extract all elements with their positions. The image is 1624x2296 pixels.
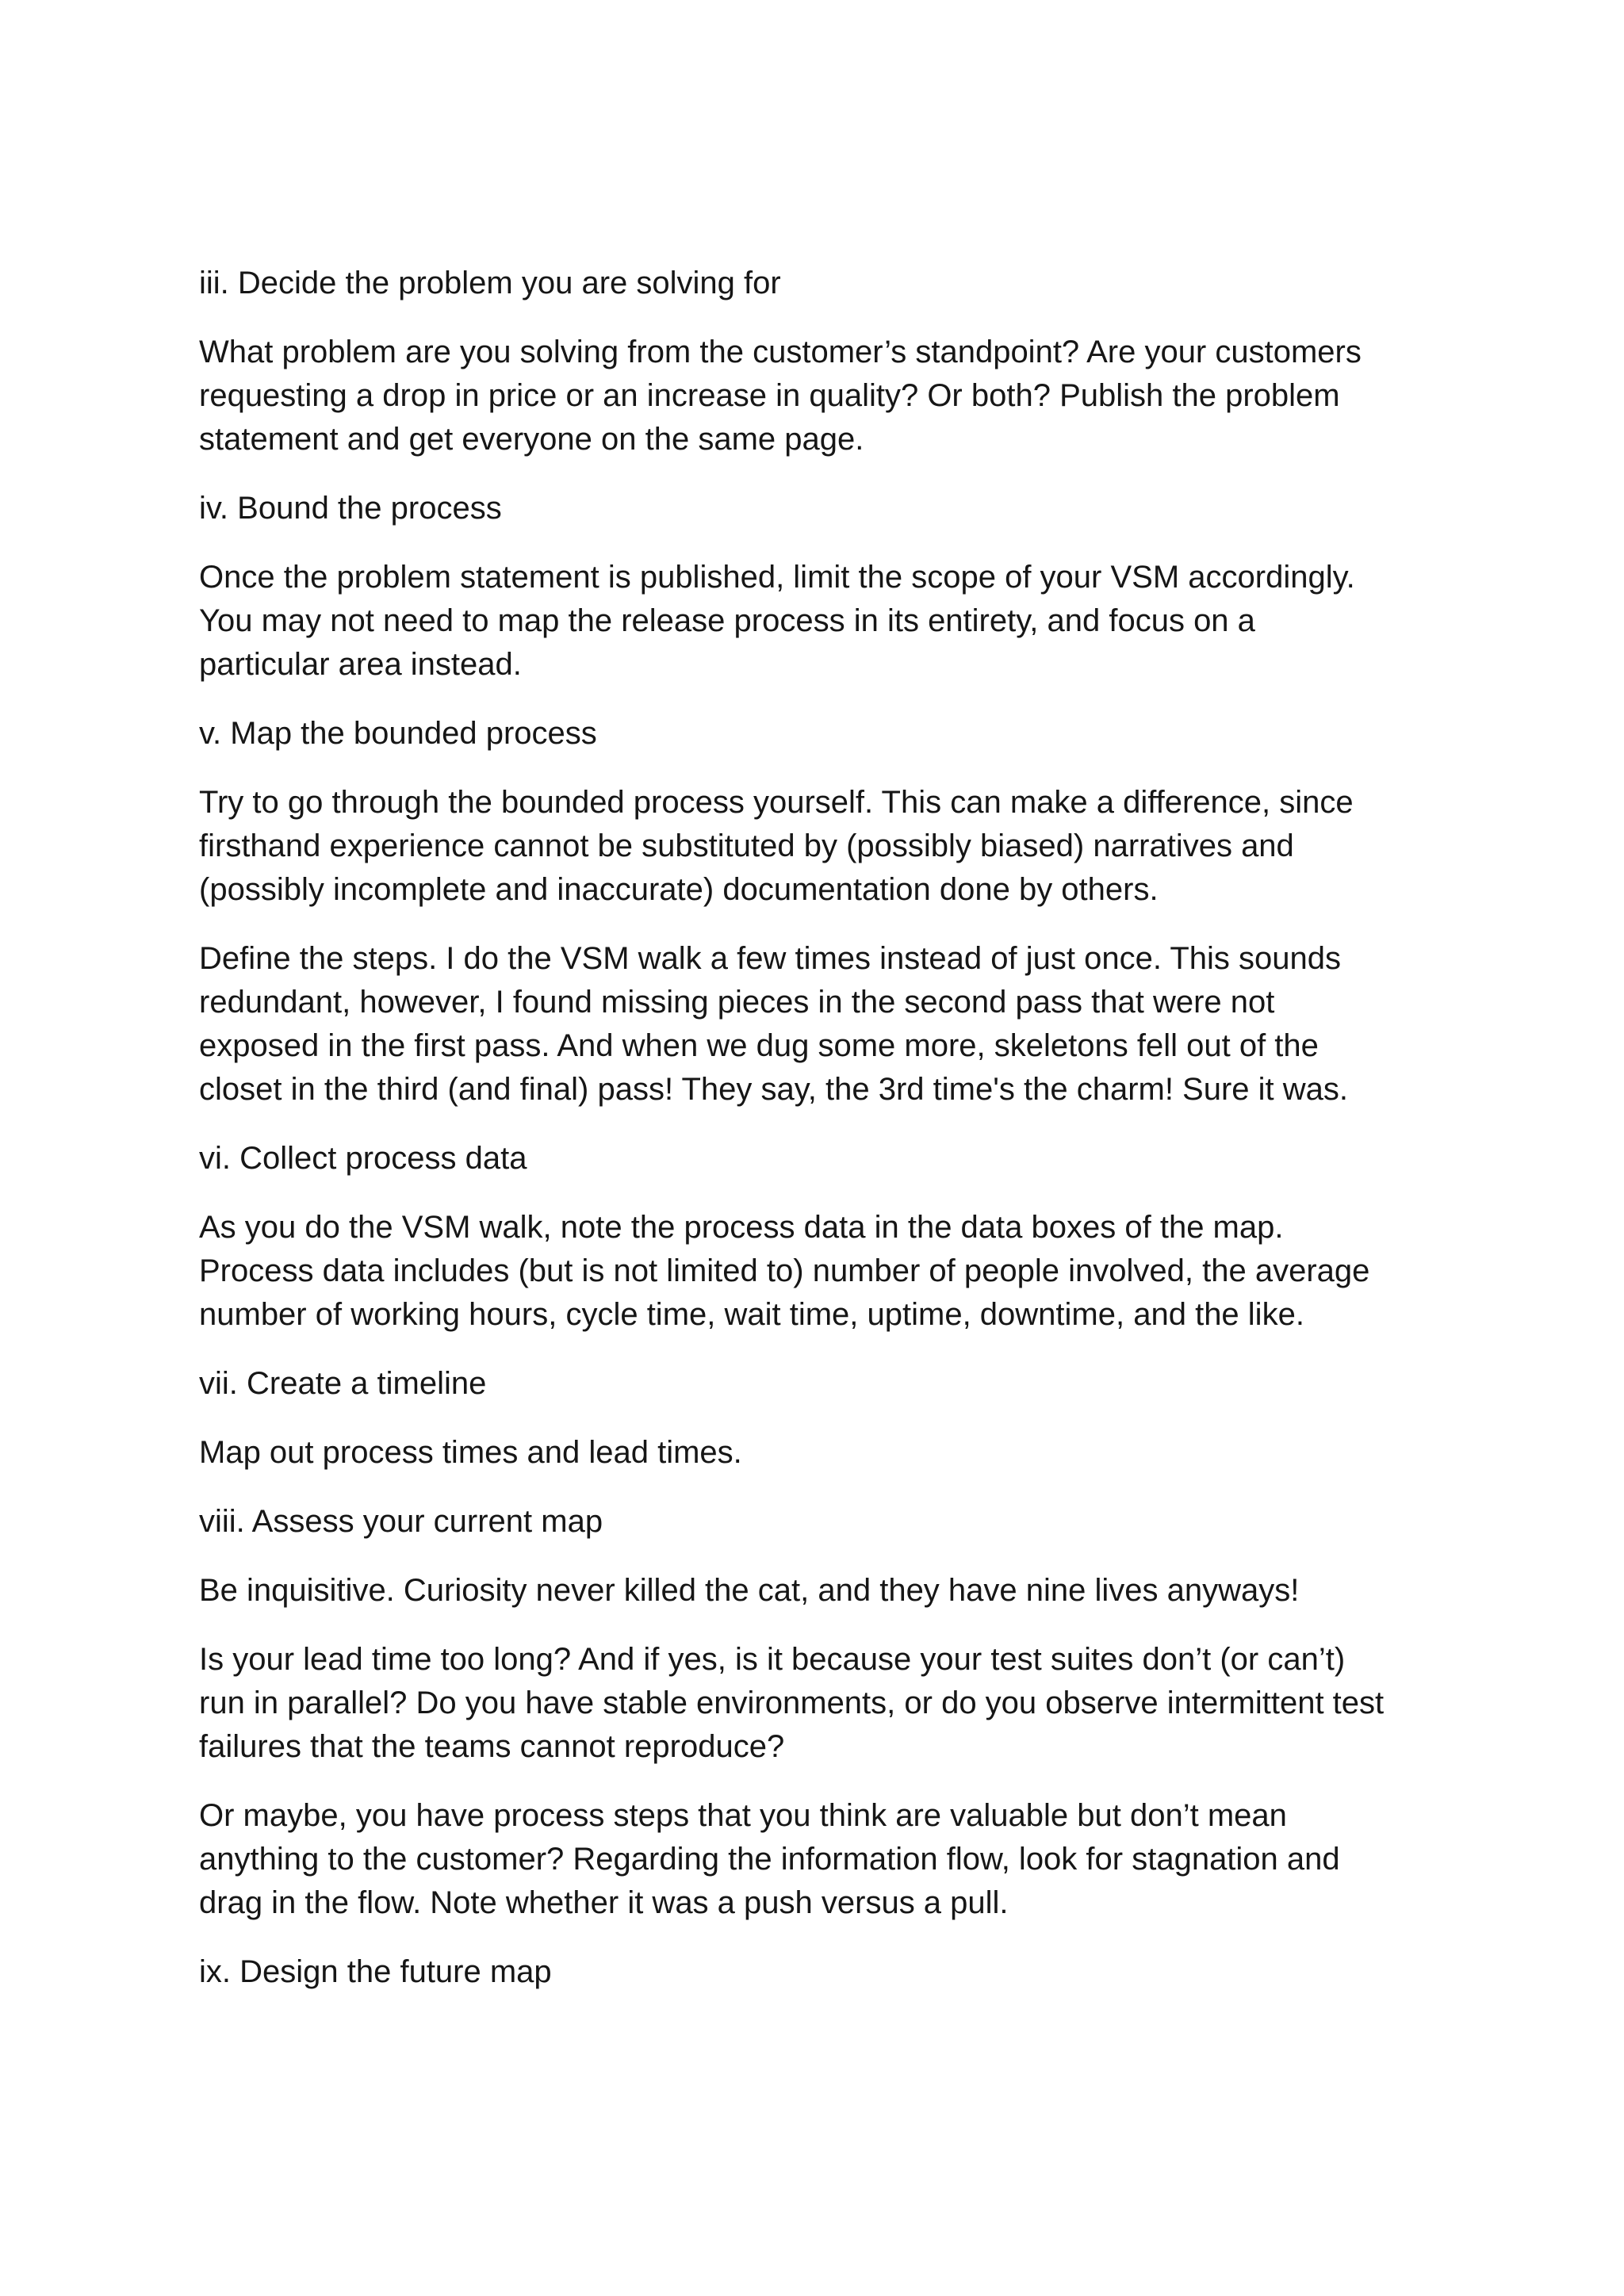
text-line: number of working hours, cycle time, wait time, uptime, downtime, and the like. xyxy=(199,1297,1304,1332)
section-heading xyxy=(199,262,1444,305)
section-heading xyxy=(199,1362,1444,1406)
section-heading xyxy=(199,1500,1444,1544)
text-line: statement and get everyone on the same page. xyxy=(199,422,864,457)
paragraph xyxy=(199,556,1444,687)
section-heading xyxy=(199,487,1444,530)
text-line: requesting a drop in price or an increase in quality? Or both? Publish the problem xyxy=(199,378,1340,413)
paragraph xyxy=(199,331,1444,461)
paragraph xyxy=(199,1206,1444,1337)
text-line: run in parallel? Do you have stable environments, or do you observe intermittent test xyxy=(199,1686,1385,1720)
section-heading xyxy=(199,712,1444,756)
text-line: anything to the customer? Regarding the information flow, look for stagnation and xyxy=(199,1842,1340,1877)
text-line: firsthand experience cannot be substituted by (possibly biased) narratives and xyxy=(199,828,1294,863)
section-heading xyxy=(199,1950,1444,1994)
text-line: vi. Collect process data xyxy=(199,1141,527,1176)
text-line: You may not need to map the release process in its entirety, and focus on a xyxy=(199,603,1255,638)
text-line: Map out process times and lead times. xyxy=(199,1435,742,1470)
text-line: particular area instead. xyxy=(199,647,522,682)
text-line: Be inquisitive. Curiosity never killed the cat, and they have nine lives anyways! xyxy=(199,1573,1300,1608)
paragraph xyxy=(199,1431,1444,1475)
text-line: (possibly incomplete and inaccurate) documentation done by others. xyxy=(199,872,1159,907)
text-line: Process data includes (but is not limited to) number of people involved, the average xyxy=(199,1253,1370,1288)
text-line: Or maybe, you have process steps that you think are valuable but don’t mean xyxy=(199,1798,1287,1833)
text-line: closet in the third (and final) pass! They say, the 3rd time's the charm! Sure it was. xyxy=(199,1072,1349,1107)
text-line: exposed in the first pass. And when we dug some more, skeletons fell out of the xyxy=(199,1028,1319,1063)
text-line: Define the steps. I do the VSM walk a few times instead of just once. This sounds xyxy=(199,941,1341,976)
text-line: viii. Assess your current map xyxy=(199,1504,603,1539)
text-line: What problem are you solving from the customer’s standpoint? Are your customers xyxy=(199,335,1362,369)
paragraph xyxy=(199,1794,1444,1925)
text-line: redundant, however, I found missing pieces in the second pass that were not xyxy=(199,985,1275,1020)
paragraph xyxy=(199,937,1444,1112)
text-line: failures that the teams cannot reproduce? xyxy=(199,1729,785,1764)
text-line: iii. Decide the problem you are solving for xyxy=(199,266,781,300)
text-line: iv. Bound the process xyxy=(199,491,502,526)
text-line: drag in the flow. Note whether it was a push versus a pull. xyxy=(199,1885,1009,1920)
text-line: vii. Create a timeline xyxy=(199,1366,487,1401)
text-line: As you do the VSM walk, note the process data in the data boxes of the map. xyxy=(199,1210,1284,1245)
text-line: Once the problem statement is published, limit the scope of your VSM accordingly. xyxy=(199,560,1355,595)
text-line: Is your lead time too long? And if yes, is it because your test suites don’t (or can’t) xyxy=(199,1642,1346,1677)
document-page xyxy=(199,262,1444,2019)
text-line: Try to go through the bounded process yourself. This can make a difference, since xyxy=(199,785,1354,820)
paragraph xyxy=(199,1569,1444,1613)
paragraph xyxy=(199,1638,1444,1769)
section-heading xyxy=(199,1137,1444,1181)
text-line: ix. Design the future map xyxy=(199,1954,552,1989)
paragraph xyxy=(199,781,1444,912)
text-line: v. Map the bounded process xyxy=(199,716,597,751)
